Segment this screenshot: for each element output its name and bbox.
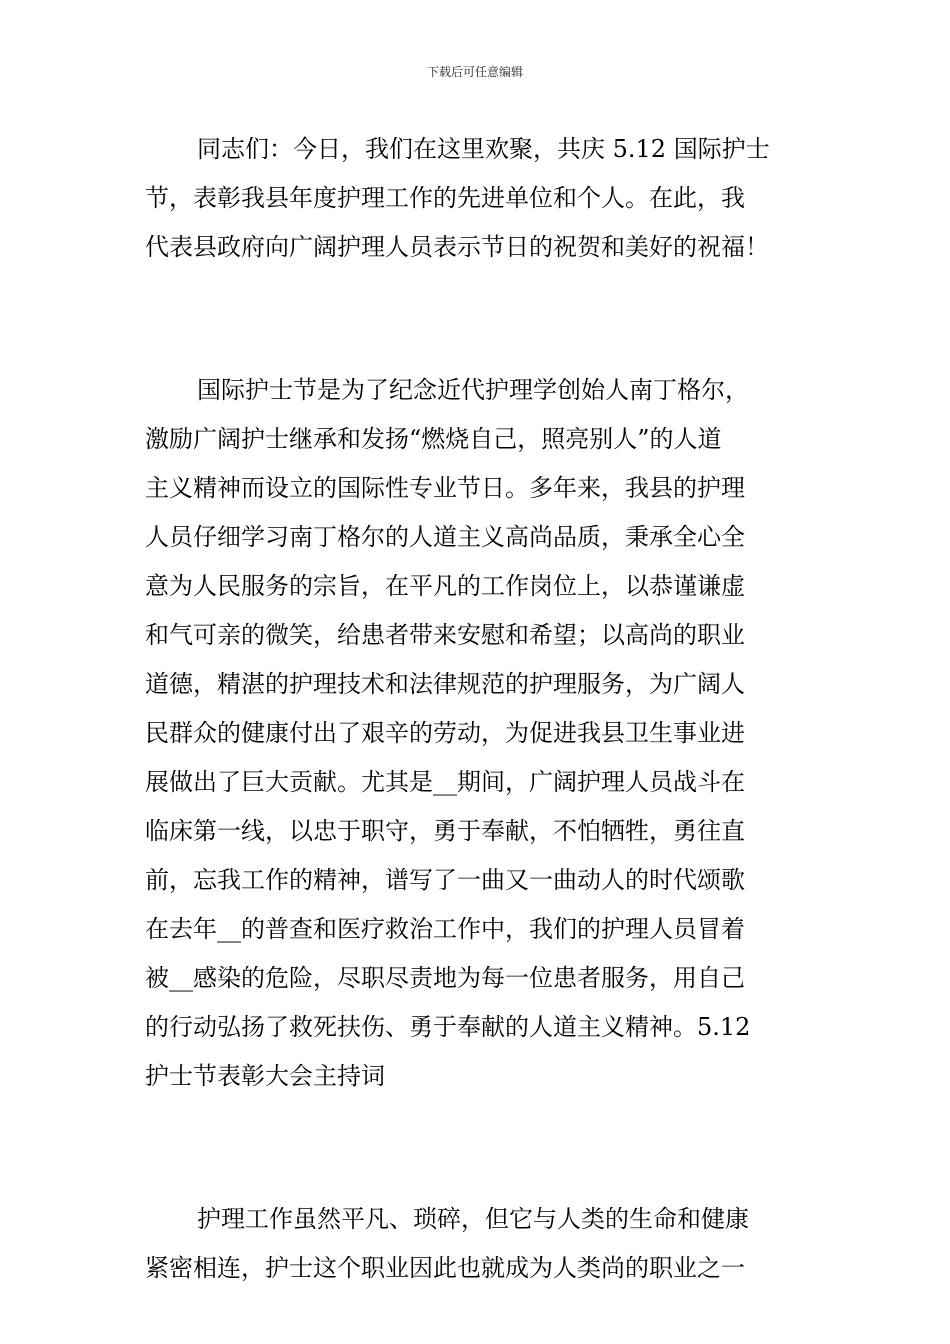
paragraph-nurses-day <box>145 366 805 1101</box>
paragraph-line: 临床第一线，以忠于职守，勇于奉献，不怕牺牲，勇往直 <box>145 817 745 845</box>
paragraph-line: 节，表彰我县年度护理工作的先进单位和个人。在此，我 <box>145 184 745 212</box>
paragraph-line: 护士节表彰大会主持词 <box>145 1062 385 1090</box>
paragraph-line: 展做出了巨大贡献。尤其是__期间，广阔护理人员战斗在 <box>145 768 745 796</box>
paragraph-line: 同志们：今日，我们在这里欢聚，共庆 5.12 国际护士 <box>197 135 770 163</box>
paragraph-line: 被__感染的危险，尽职尽责地为每一位患者服务，用自己 <box>145 964 745 992</box>
paragraph-line: 道德，精湛的护理技术和法律规范的护理服务，为广阔人 <box>145 670 745 698</box>
paragraph-line: 意为人民服务的宗旨，在平凡的工作岗位上，以恭谨谦虚 <box>145 572 745 600</box>
paragraph-line: 和气可亲的微笑，给患者带来安慰和希望；以高尚的职业 <box>145 621 745 649</box>
paragraph-line: 前，忘我工作的精神，谱写了一曲又一曲动人的时代颂歌 <box>145 866 745 894</box>
document-body <box>145 125 805 1293</box>
document-header-note: 下载后可任意编辑 <box>426 65 523 79</box>
paragraph-gap <box>145 272 805 366</box>
paragraph-line: 人员仔细学习南丁格尔的人道主义高尚品质，秉承全心全 <box>145 523 745 551</box>
paragraph-line: 代表县政府向广阔护理人员表示节日的祝贺和美好的祝福！ <box>145 233 769 261</box>
paragraph-line: 民群众的健康付出了艰辛的劳动，为促进我县卫生事业进 <box>145 719 745 747</box>
paragraph-line: 护理工作虽然平凡、琐碎，但它与人类的生命和健康 <box>197 1205 749 1233</box>
paragraph-line: 激励广阔护士继承和发扬“燃烧自己，照亮别人”的人道 <box>145 425 722 453</box>
paragraph-line: 主义精神而设立的国际性专业节日。多年来，我县的护理 <box>145 474 745 502</box>
paragraph-line: 在去年__的普查和医疗救治工作中，我们的护理人员冒着 <box>145 915 745 943</box>
paragraph-line: 的行动弘扬了救死扶伤、勇于奉献的人道主义精神。5.12 <box>145 1013 751 1041</box>
paragraph-line: 国际护士节是为了纪念近代护理学创始人南丁格尔， <box>197 376 749 404</box>
paragraph-nursing-work <box>145 1195 805 1293</box>
paragraph-gap <box>145 1101 805 1195</box>
paragraph-line: 紧密相连，护士这个职业因此也就成为人类尚的职业之一 <box>145 1254 745 1282</box>
paragraph-greeting <box>145 125 805 272</box>
